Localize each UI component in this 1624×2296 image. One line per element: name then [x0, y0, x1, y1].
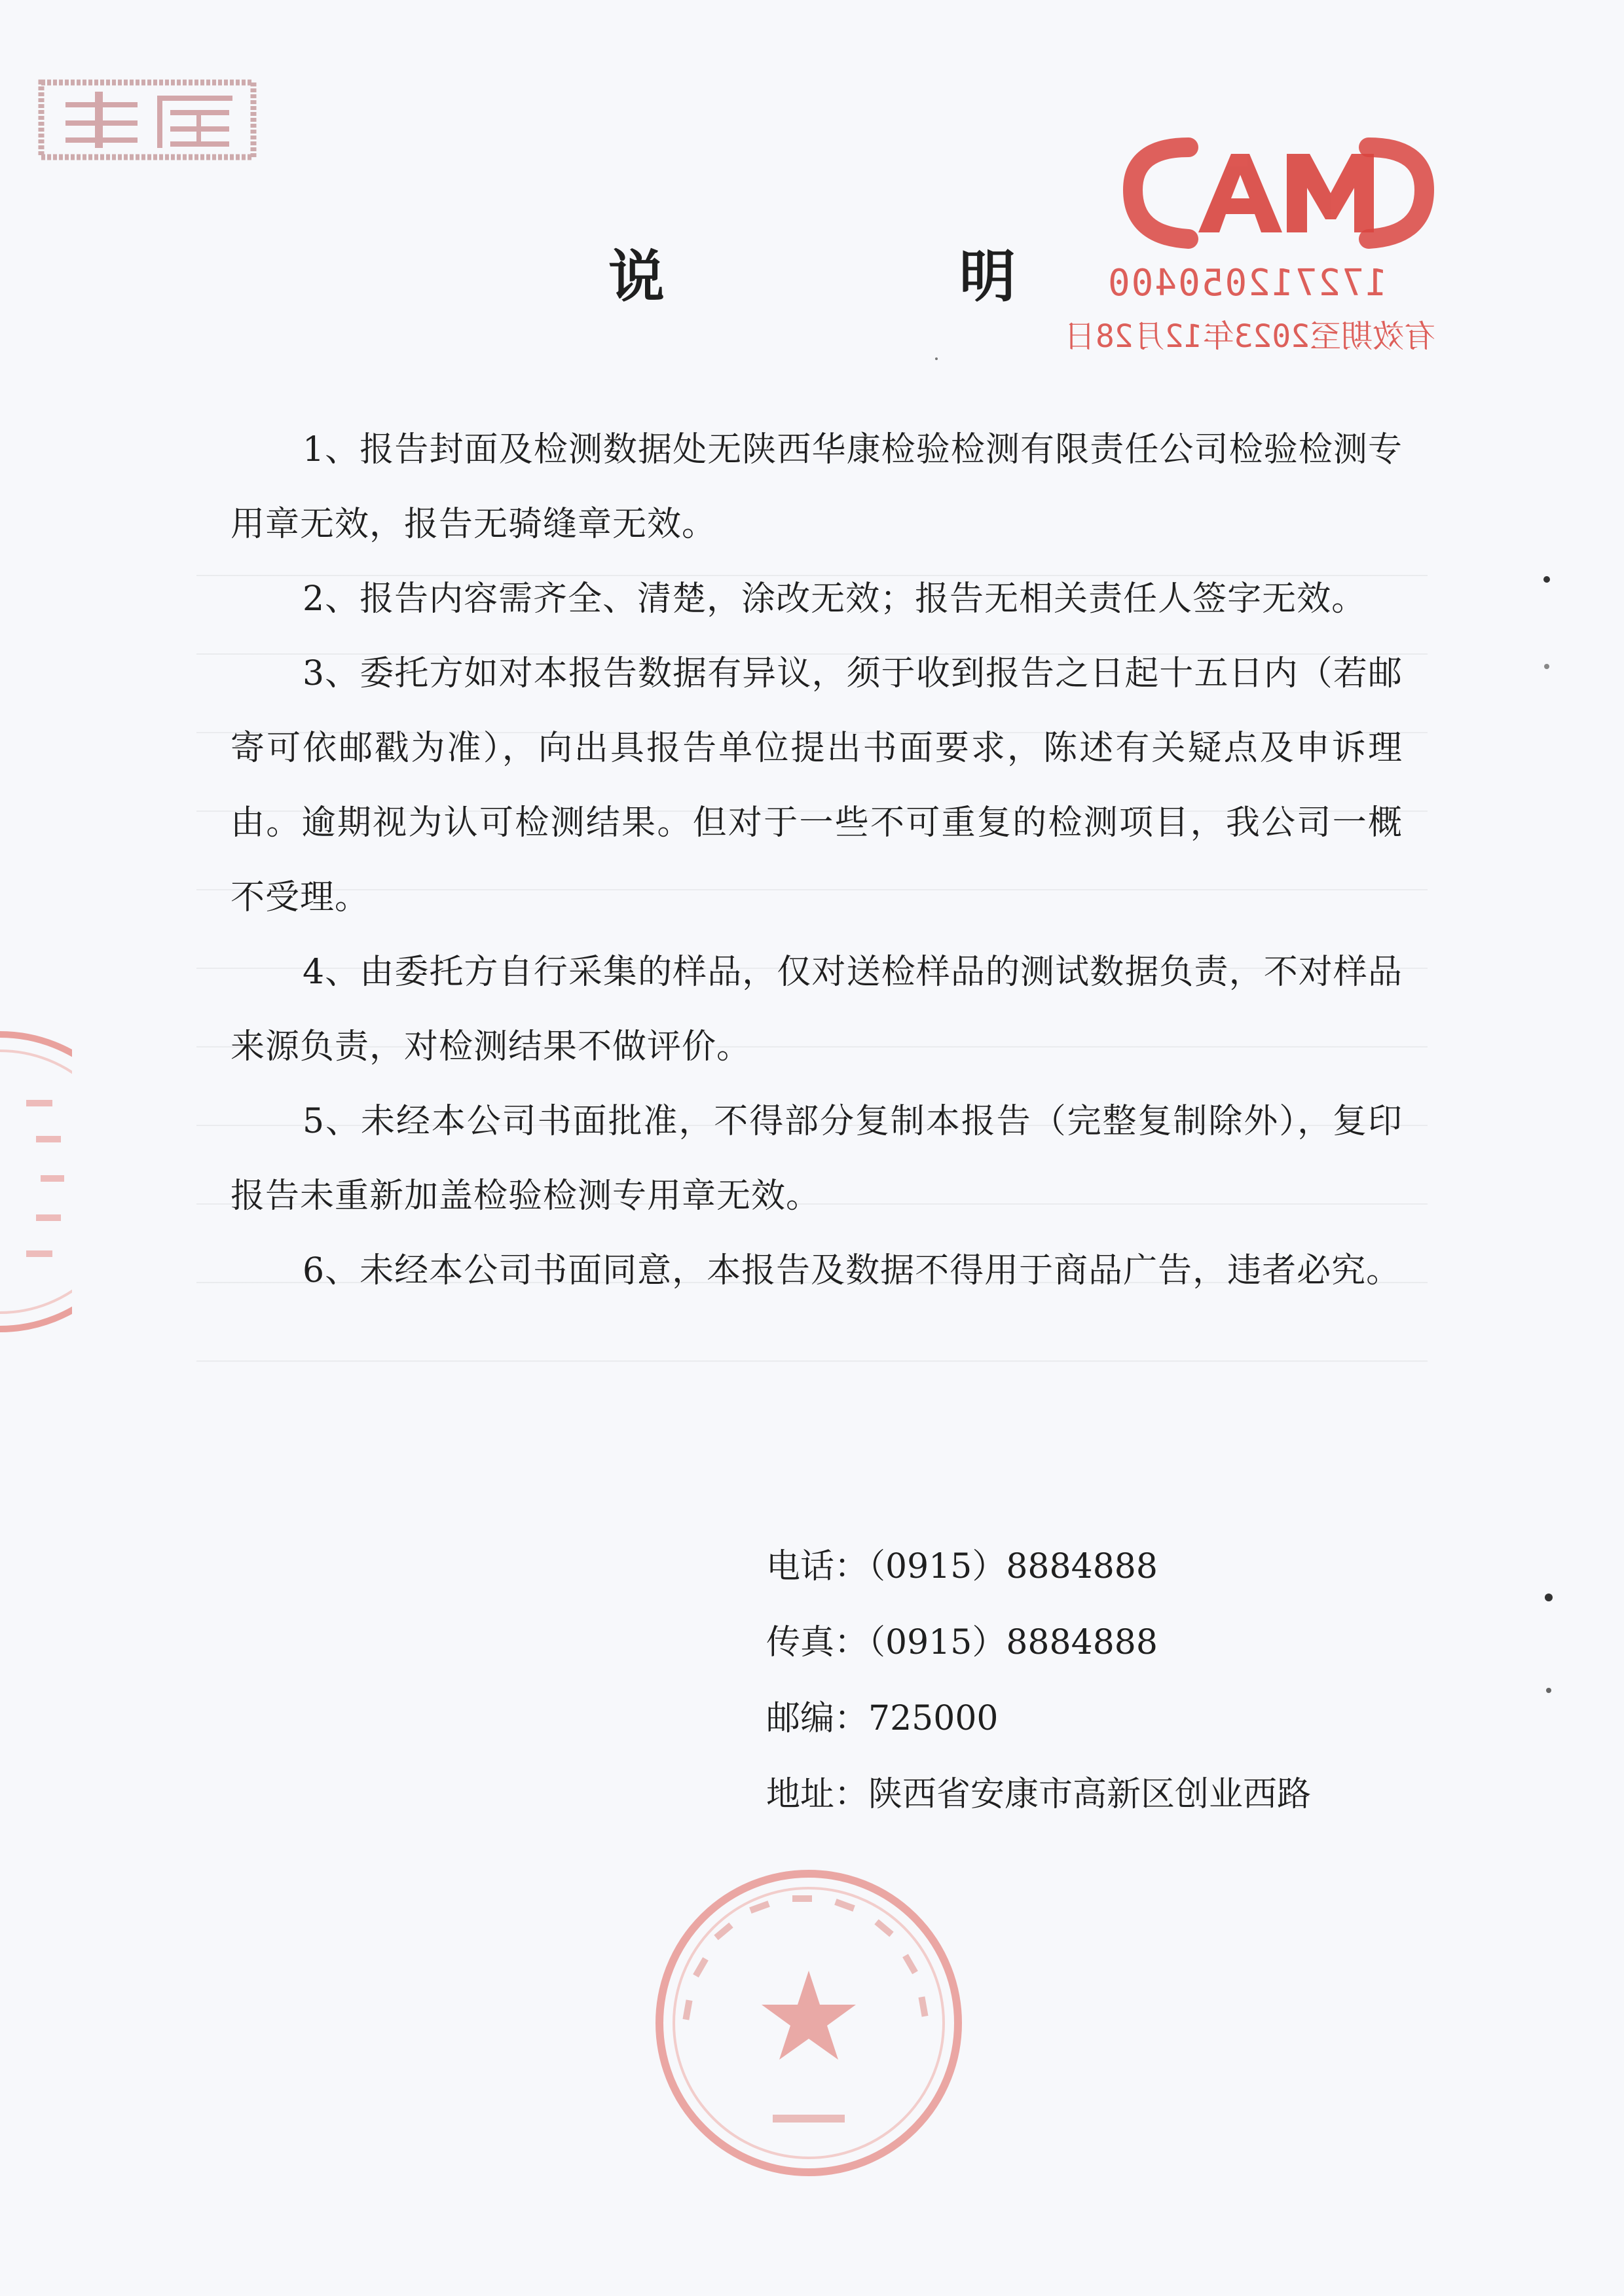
- note-item-4: 4、由委托方自行采集的样品，仅对送检样品的测试数据负责，不对样品来源负责，对检测结果不做评价。: [231, 953, 1403, 1066]
- note-item-5: 5、未经本公司书面批准，不得部分复制本报告（完整复制除外），复印报告未重新加盖检验检测专用章无效。: [231, 1102, 1403, 1216]
- phone-label: 电话：: [766, 1547, 869, 1586]
- note-item-6: 6、未经本公司书面同意，本报告及数据不得用于商品广告，违者必究。: [303, 1251, 1401, 1290]
- address-label: 地址：: [766, 1775, 869, 1814]
- postcode-value: 725000: [868, 1699, 999, 1738]
- cma-validity: 有效期至2023年12月28日: [1064, 318, 1436, 355]
- cma-number: 172712050400: [1107, 262, 1388, 304]
- fax-label: 传真：: [766, 1623, 869, 1662]
- address-value: 陕西省安康市高新区创业西路: [868, 1775, 1312, 1814]
- note-item-2: 2、报告内容需齐全、清楚，涂改无效；报告无相关责任人签字无效。: [303, 579, 1367, 619]
- note-item-3: 3、委托方如对本报告数据有异议，须于收到报告之日起十五日内（若邮寄可依邮戳为准），向出具报告单位提出书面要求，陈述有关疑点及申诉理由。逾期视为认可检测结果。但对于一些不可重复的检测项目，我公司一概不受理。: [231, 654, 1403, 917]
- note-item-1: 1、报告封面及检测数据处无陕西华康检验检测有限责任公司检验检测专用章无效，报告无骑缝章无效。: [231, 430, 1403, 544]
- postcode-label: 邮编：: [766, 1699, 869, 1738]
- phone-value: （0915）8884888: [868, 1547, 1158, 1586]
- fax-value: （0915）8884888: [868, 1623, 1158, 1662]
- page-title: 说 明: [608, 244, 1153, 310]
